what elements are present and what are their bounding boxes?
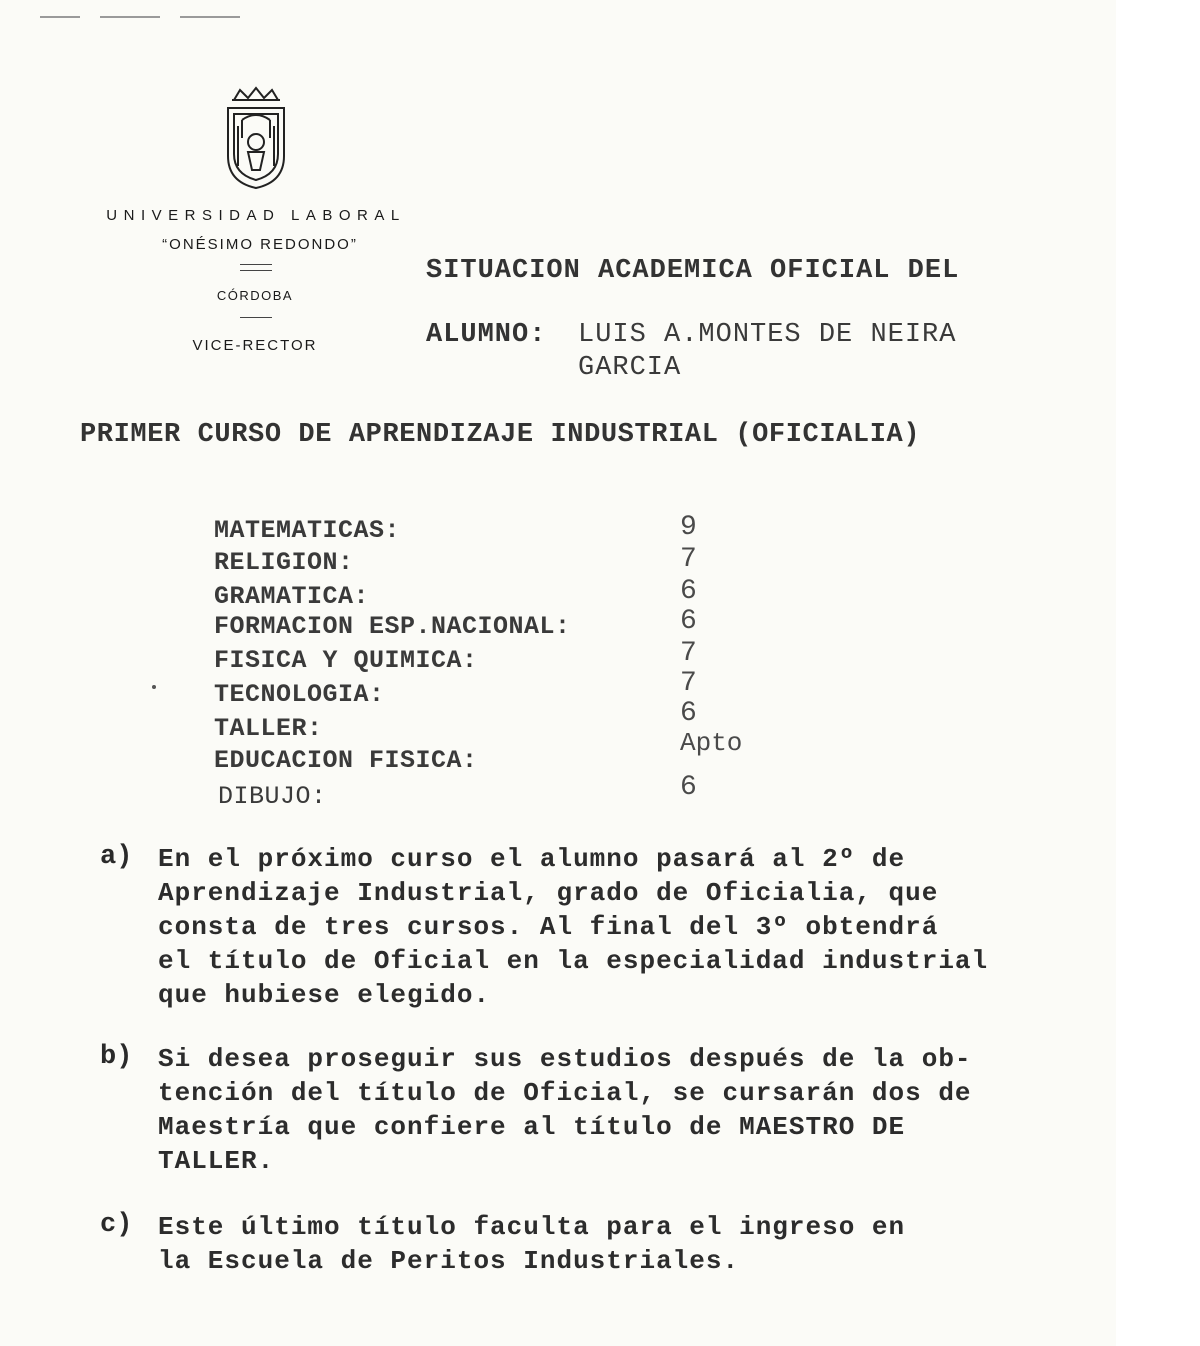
subject-grade: 7 — [680, 638, 697, 669]
note-line: el título de Oficial en la especialidad industrial — [158, 946, 989, 976]
document-title: SITUACION ACADEMICA OFICIAL DEL — [426, 256, 960, 286]
student-label: ALUMNO: — [426, 320, 547, 350]
note-line: En el próximo curso el alumno pasará al 2º de — [158, 844, 906, 874]
note-line: consta de tres cursos. Al final del 3º obtendrá — [158, 912, 939, 942]
subject-label: EDUCACION FISICA: — [214, 746, 478, 775]
subject-grade: 7 — [680, 668, 697, 699]
letterhead-city: CÓRDOBA — [216, 288, 294, 303]
student-name: LUIS A.MONTES DE NEIRA — [578, 320, 957, 350]
university-crest-icon — [218, 86, 294, 190]
subject-label: GRAMATICA: — [214, 582, 370, 611]
note-line: que hubiese elegido. — [158, 980, 491, 1010]
subject-label: TECNOLOGIA: — [214, 680, 385, 709]
letterhead-divider — [240, 270, 272, 271]
subject-grade: 6 — [680, 606, 697, 637]
subject-grade: 6 — [680, 772, 697, 803]
note-marker: b) — [100, 1042, 133, 1072]
note-line: Aprendizaje Industrial, grado de Oficialia, que — [158, 878, 939, 908]
note-line: Maestría que confiere al título de MAESTRO DE — [158, 1112, 906, 1142]
student-name-continued: GARCIA — [578, 353, 682, 383]
subject-grade: 6 — [680, 576, 697, 607]
note-line: tención del título de Oficial, se cursarán dos de — [158, 1078, 972, 1108]
subject-grade: Apto — [680, 728, 743, 758]
subject-label: FISICA Y QUIMICA: — [214, 646, 478, 675]
note-line: Si desea proseguir sus estudios después de la ob- — [158, 1044, 972, 1074]
subject-label: MATEMATICAS: — [214, 516, 401, 545]
letterhead-divider — [240, 317, 272, 318]
course-title: PRIMER CURSO DE APRENDIZAJE INDUSTRIAL (OFICIALIA) — [80, 420, 921, 450]
letterhead-university: UNIVERSIDAD LABORAL — [106, 207, 406, 224]
note-marker: a) — [100, 842, 133, 872]
letterhead-divider — [240, 264, 272, 265]
note-marker: c) — [100, 1210, 133, 1240]
subject-label: RELIGION: — [214, 548, 354, 577]
letterhead-name: “ONÉSIMO REDONDO” — [162, 236, 358, 253]
subject-label: FORMACION ESP.NACIONAL: — [214, 612, 571, 641]
subject-label: DIBUJO: — [218, 782, 327, 811]
note-line: Este último título faculta para el ingreso en — [158, 1212, 906, 1242]
top-edge-rule — [40, 16, 240, 18]
subject-grade: 6 — [680, 698, 697, 729]
note-line: la Escuela de Peritos Industriales. — [158, 1246, 740, 1276]
subject-grade: 7 — [680, 544, 697, 575]
subject-label: TALLER: — [214, 714, 323, 743]
note-line: TALLER. — [158, 1146, 275, 1176]
ink-speck — [152, 685, 156, 689]
subject-grade: 9 — [680, 512, 697, 543]
letterhead-role: VICE-RECTOR — [192, 337, 318, 354]
